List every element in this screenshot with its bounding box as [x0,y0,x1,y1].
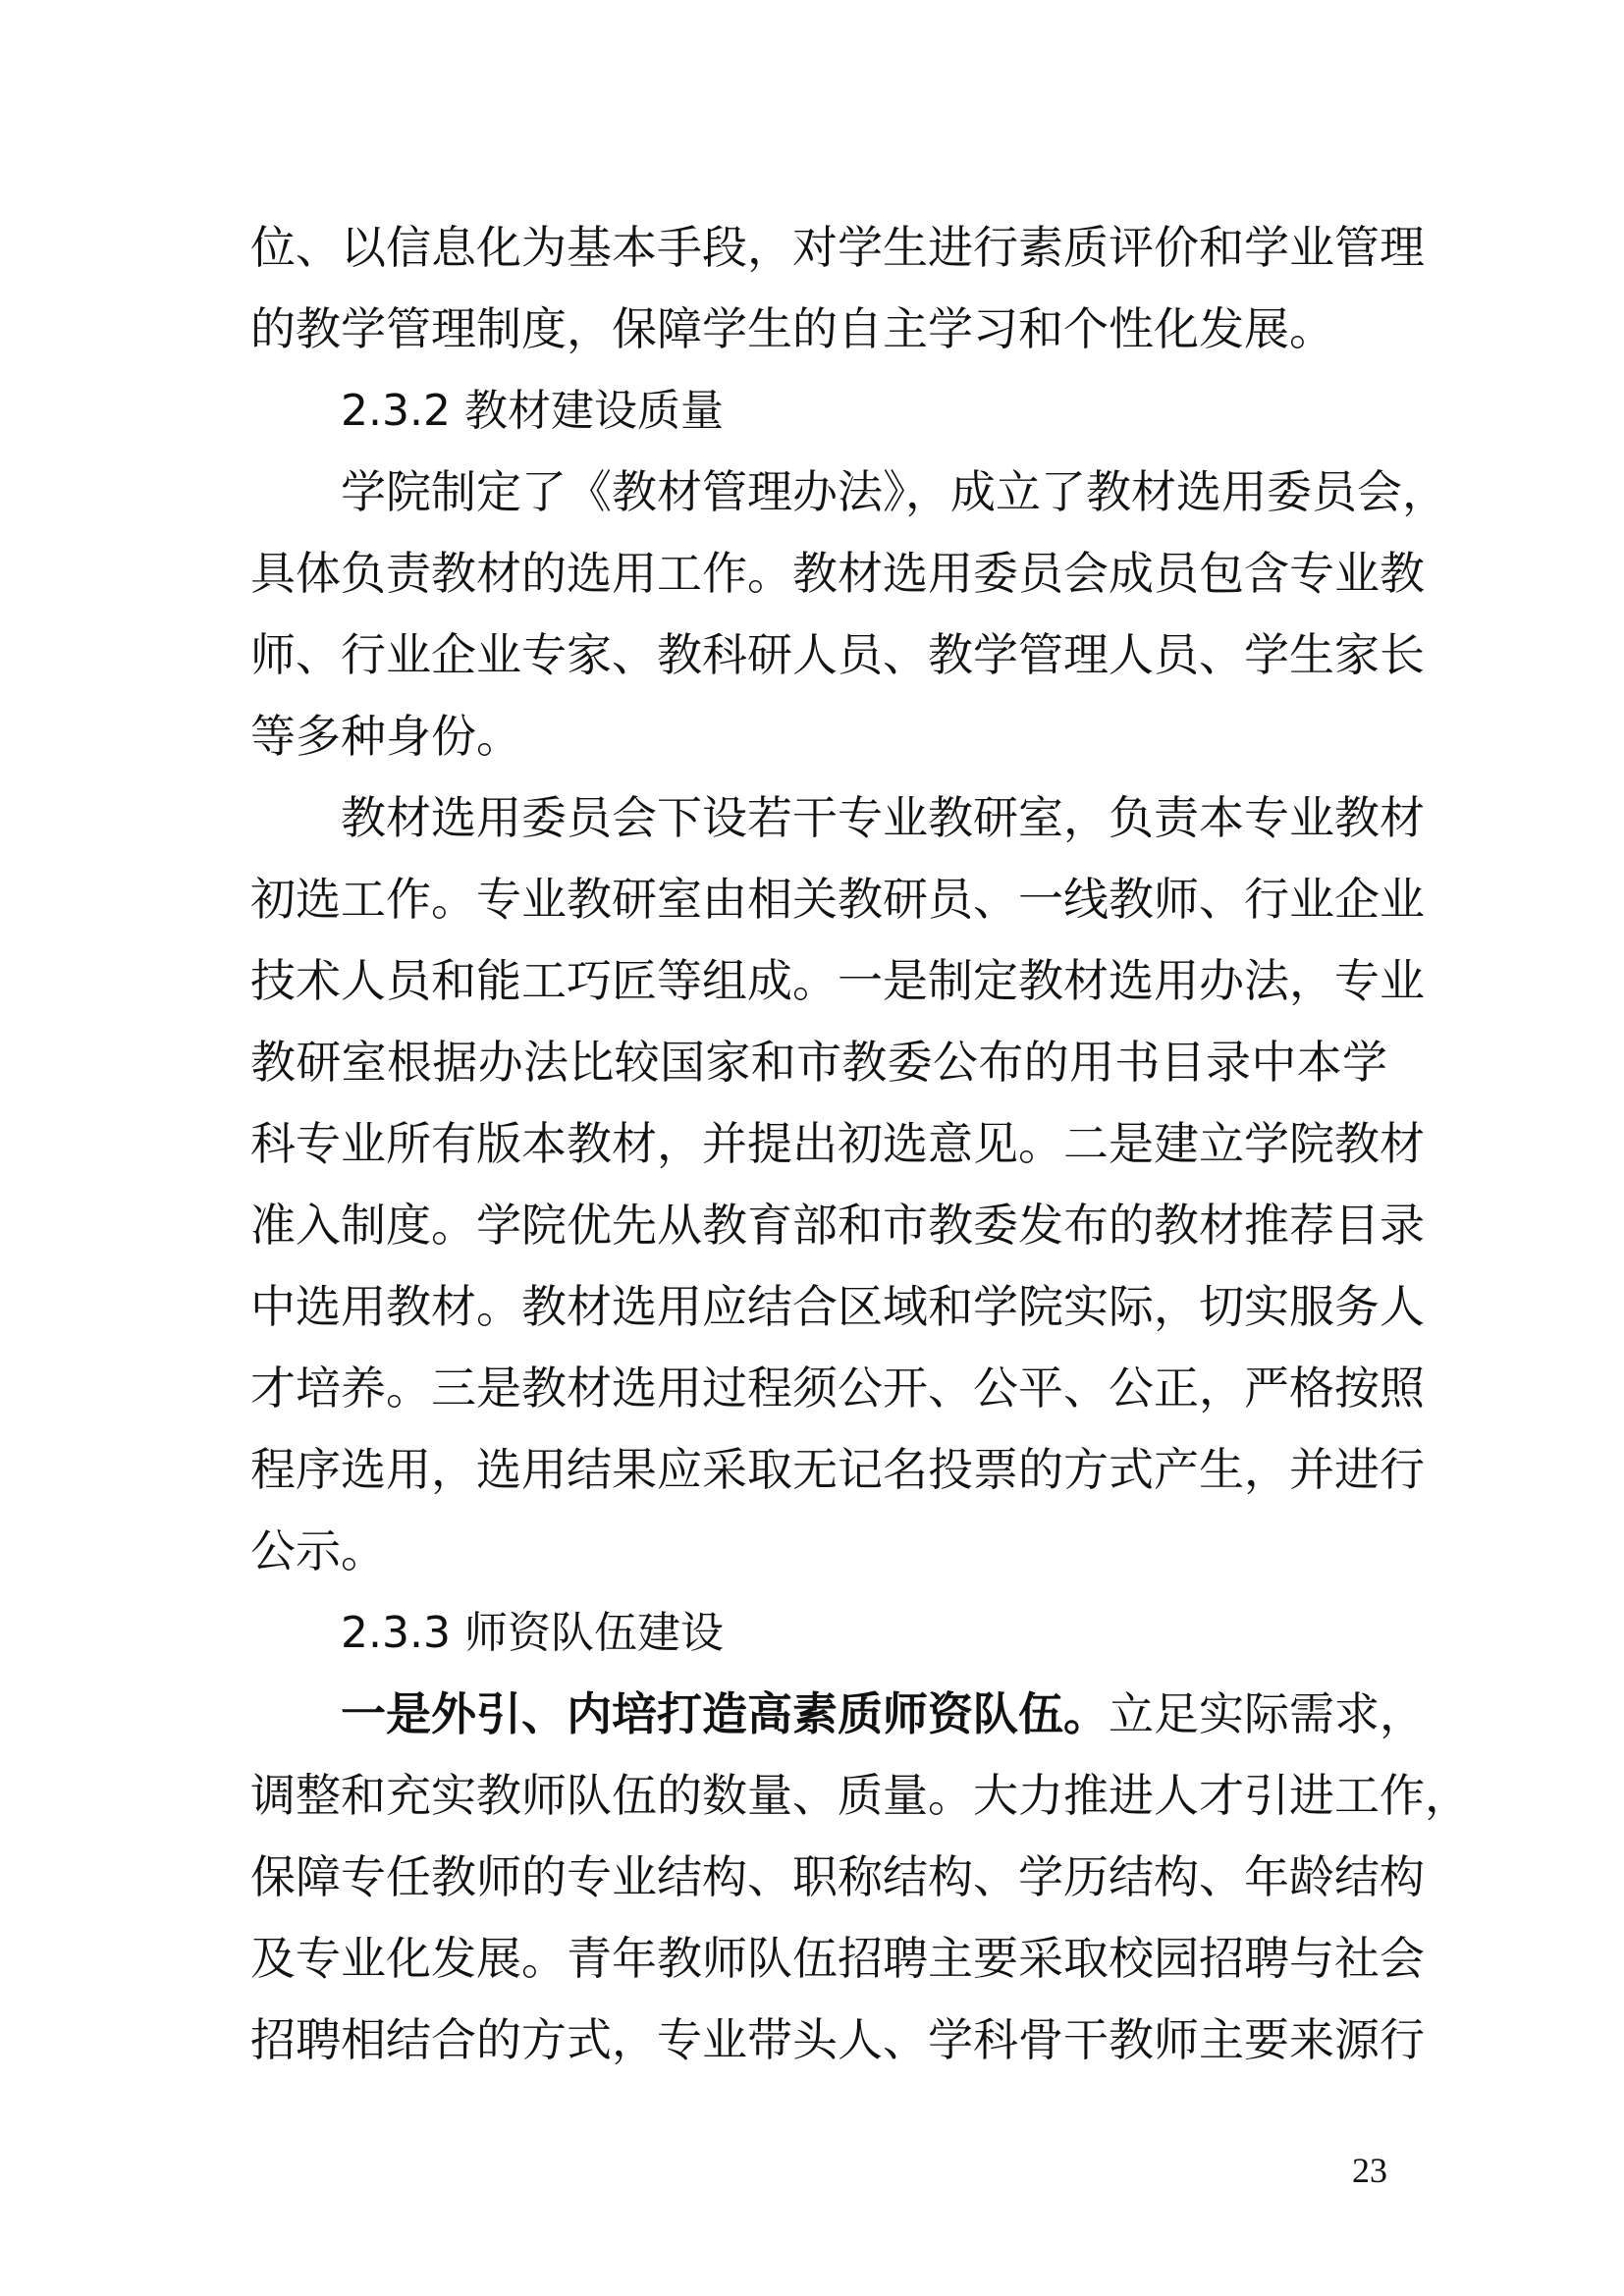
paragraph-text: 立足实际需求， [1109,1687,1425,1740]
section-heading-2-3-2: 2.3.2 教材建设质量 [341,386,724,436]
paragraph-line: 具体负责教材的选用工作。教材选用委员会成员包含专业教 [250,547,1425,600]
paragraph-line: 位、以信息化为基本手段，对学生进行素质评价和学业管理 [250,221,1425,274]
paragraph-line: 初选工作。专业教研室由相关教研员、一线教师、行业企业 [250,873,1425,926]
body-text [250,207,1470,2081]
paragraph-line: 调整和充实教师队伍的数量、质量。大力推进人才引进工作， [250,1769,1470,1822]
paragraph-line: 师、行业企业专家、教科研人员、教学管理人员、学生家长 [250,628,1425,681]
paragraph-line: 程序选用，选用结果应采取无记名投票的方式产生，并进行 [250,1443,1425,1496]
paragraph-line: 学院制定了《教材管理办法》，成立了教材选用委员会， [341,465,1447,518]
paragraph-line [250,1674,1425,1755]
paragraph-line: 等多种身份。 [250,710,521,763]
paragraph-line: 教材选用委员会下设若干专业教研室，负责本专业教材 [341,791,1425,844]
paragraph-line: 的教学管理制度，保障学生的自主学习和个性化发展。 [250,302,1334,355]
paragraph-line: 教研室根据办法比较国家和市教委公布的用书目录中本学 [250,1036,1387,1089]
bold-lead-phrase: 一是外引、内培打造高素质师资队伍。 [341,1687,1109,1740]
paragraph-line: 科专业所有版本教材，并提出初选意见。二是建立学院教材 [250,1117,1425,1170]
paragraph-line: 中选用教材。教材选用应结合区域和学院实际，切实服务人 [250,1280,1425,1333]
page-number: 23 [1352,2151,1387,2190]
paragraph-line: 招聘相结合的方式，专业带头人、学科骨干教师主要来源行 [250,2013,1425,2066]
paragraph-line: 准入制度。学院优先从教育部和市教委发布的教材推荐目录 [250,1199,1425,1252]
section-heading-2-3-3: 2.3.3 师资队伍建设 [341,1608,724,1658]
paragraph-line: 保障专任教师的专业结构、职称结构、学历结构、年龄结构 [250,1850,1425,1903]
paragraph-line: 及专业化发展。青年教师队伍招聘主要采取校园招聘与社会 [250,1932,1425,1985]
paragraph-line: 技术人员和能工巧匠等组成。一是制定教材选用办法，专业 [250,954,1425,1007]
paragraph-line: 公示。 [250,1524,386,1577]
paragraph-line: 才培养。三是教材选用过程须公开、公平、公正，严格按照 [250,1362,1425,1415]
